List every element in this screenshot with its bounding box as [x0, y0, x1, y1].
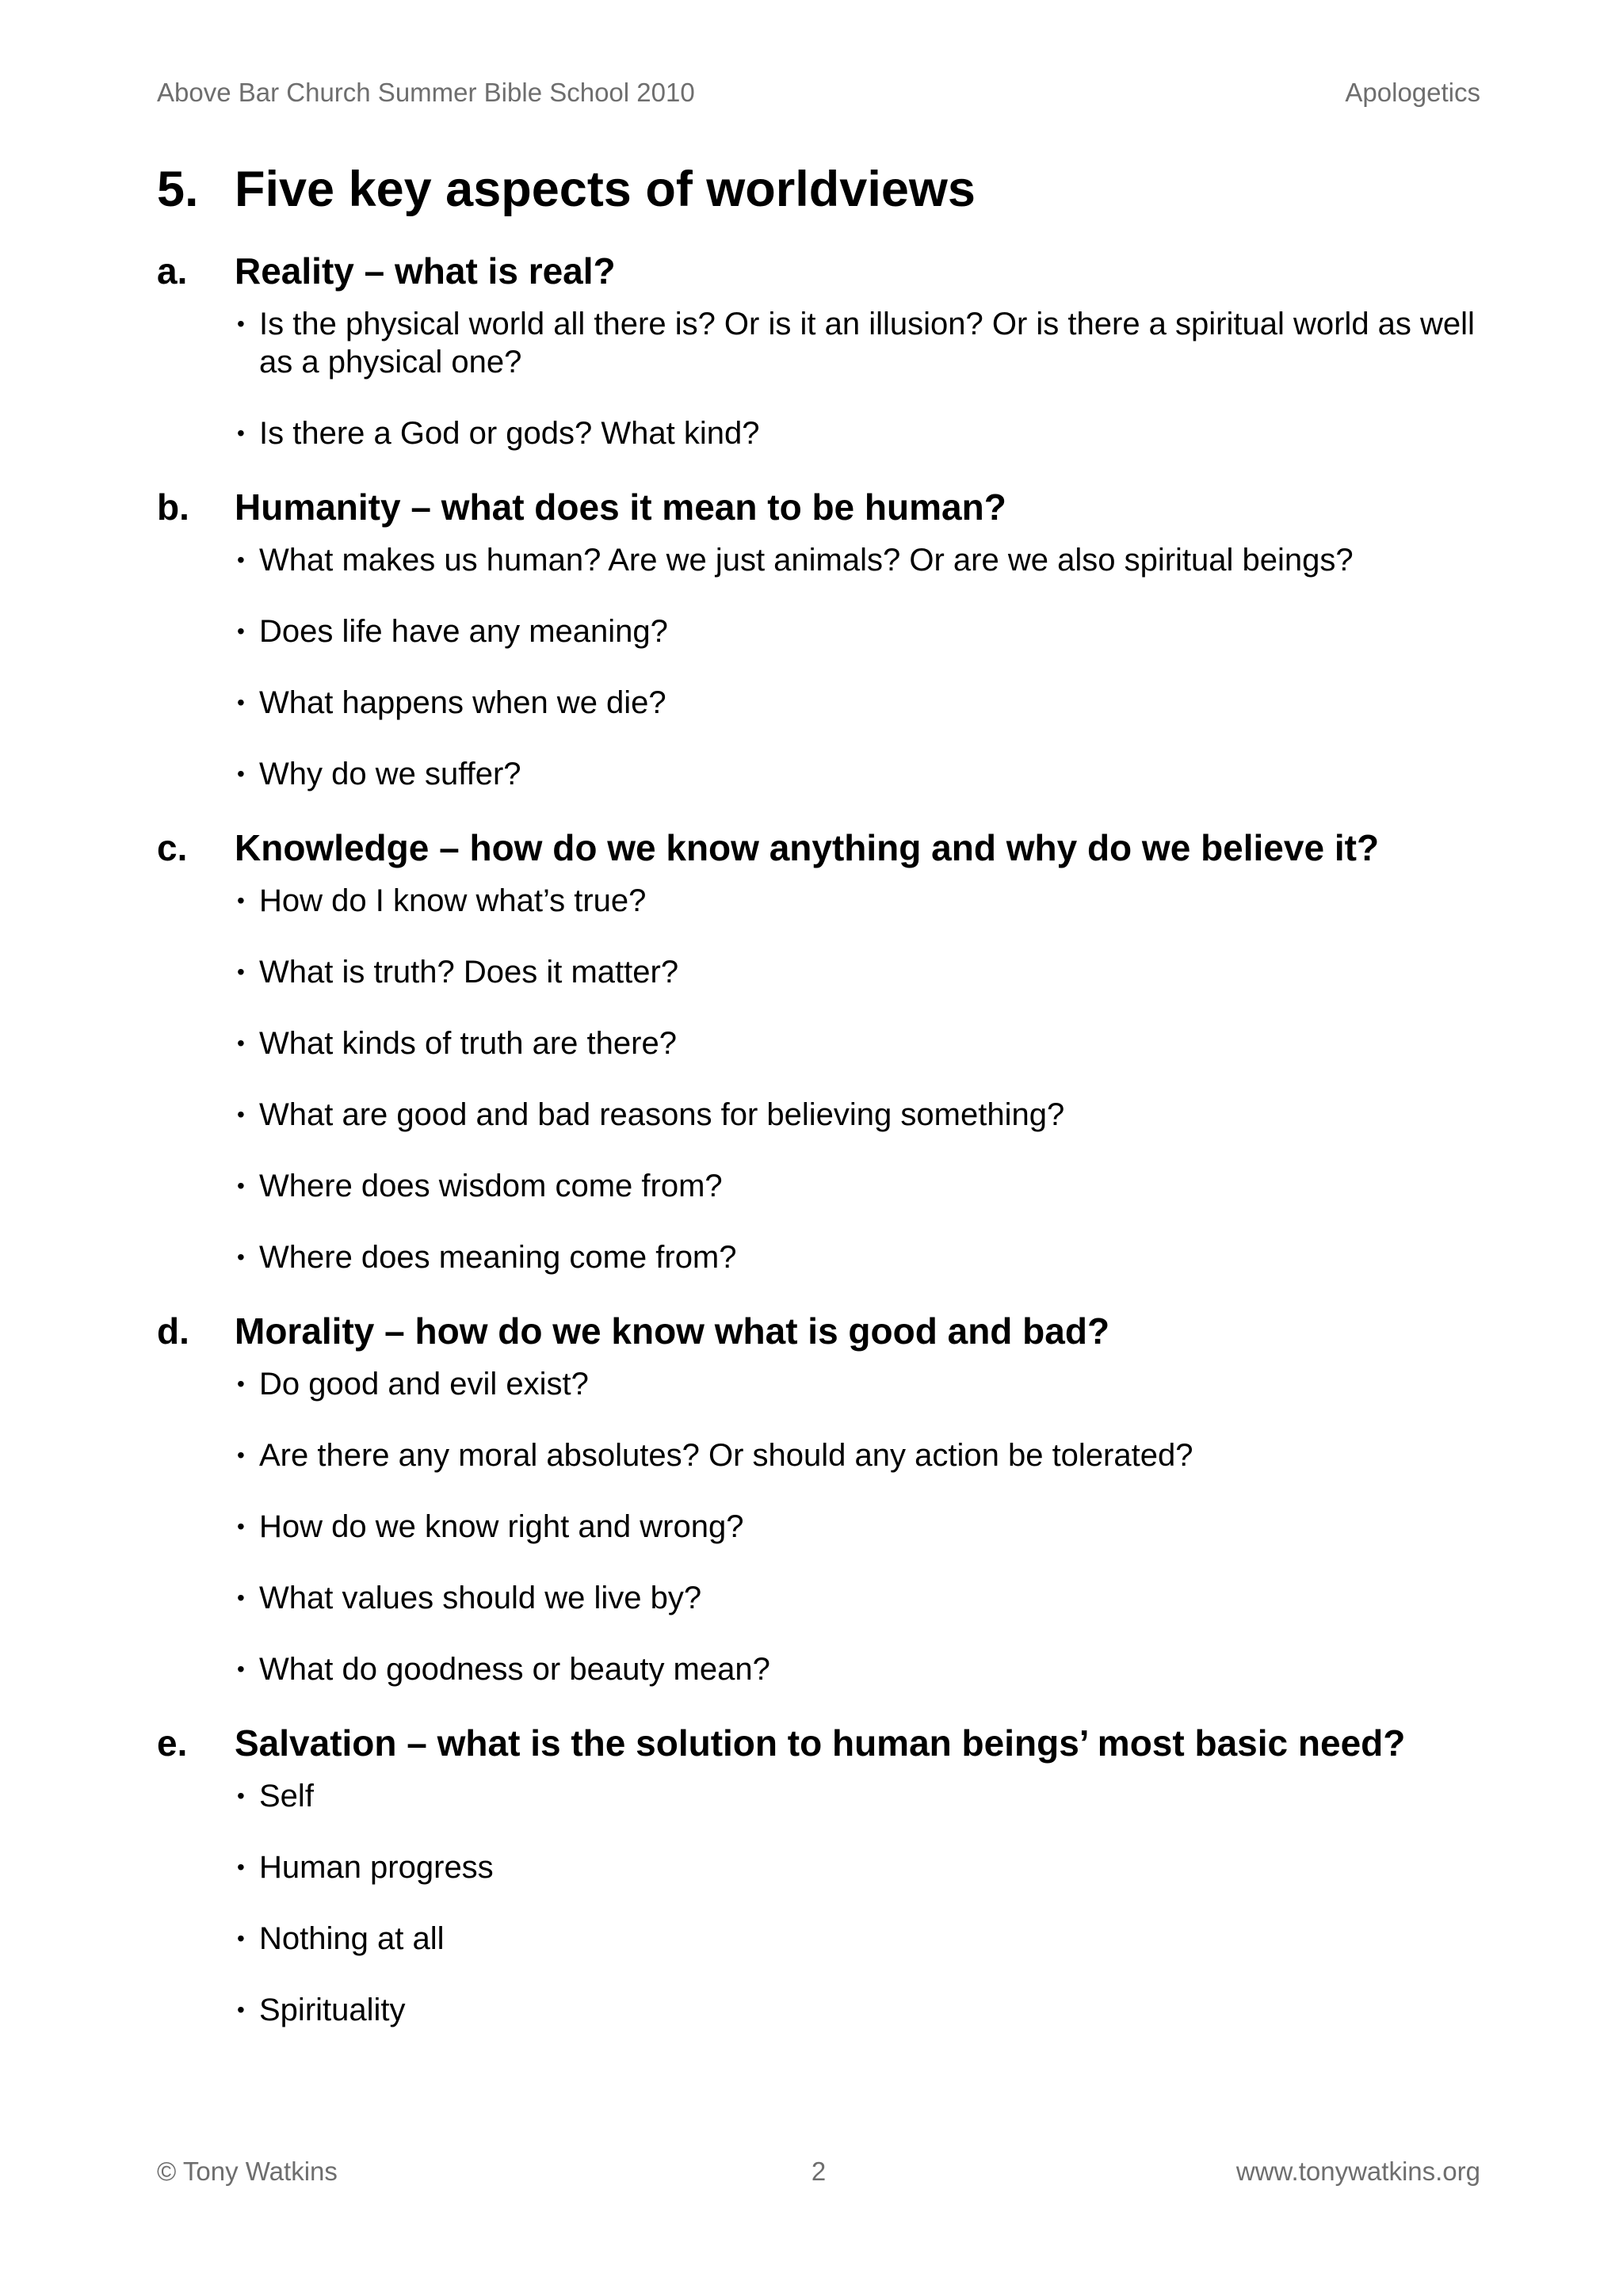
bullet-icon: •: [237, 1657, 245, 1681]
section-title: Knowledge – how do we know anything and why do we believe it?: [235, 827, 1380, 868]
bullet-list: [157, 1777, 1480, 2029]
list-item-text: Where does meaning come from?: [259, 1240, 737, 1275]
list-item-text: What is truth? Does it matter?: [259, 955, 679, 990]
bullet-icon: •: [237, 1585, 245, 1610]
footer-website: www.tonywatkins.org: [1235, 2157, 1480, 2186]
footer-copyright: © Tony Watkins: [157, 2157, 338, 2186]
bullet-icon: •: [237, 1514, 245, 1539]
bullet-list: [157, 1365, 1480, 1688]
list-item-text: Self: [259, 1779, 314, 1814]
header-document-title: Above Bar Church Summer Bible School 2010: [157, 78, 695, 107]
list-item: [235, 953, 1480, 991]
list-item-text: Why do we suffer?: [259, 757, 521, 791]
list-item-text: How do I know what’s true?: [259, 883, 647, 918]
list-item: [235, 541, 1480, 579]
list-item: [235, 1579, 1480, 1617]
list-item-text: Where does wisdom come from?: [259, 1169, 723, 1203]
list-item-text: What are good and bad reasons for believing something?: [259, 1097, 1065, 1132]
bullet-icon: •: [237, 1245, 245, 1269]
bullet-list: [157, 305, 1480, 452]
list-item-text: What makes us human? Are we just animals? Or are we also spiritual beings?: [259, 543, 1354, 578]
list-item: [235, 305, 1480, 381]
bullet-icon: •: [237, 1173, 245, 1198]
list-item-text: Is there a God or gods? What kind?: [259, 416, 760, 451]
section: [157, 1718, 1480, 2029]
section-letter: b.: [157, 486, 189, 528]
chapter-title: Five key aspects of worldviews: [235, 162, 976, 217]
section-title: Morality – how do we know what is good and bad?: [235, 1310, 1110, 1352]
list-item: [235, 882, 1480, 920]
list-item: [235, 414, 1480, 452]
bullet-icon: •: [237, 1997, 245, 2022]
chapter-heading: [157, 154, 1480, 224]
list-item: [235, 1991, 1480, 2029]
bullet-icon: •: [237, 1102, 245, 1127]
bullet-icon: •: [237, 547, 245, 572]
list-item-text: Is the physical world all there is? Or is it an illusion? Or is there a spiritual world as well as a physical one?: [259, 307, 1475, 379]
section: [157, 1306, 1480, 1688]
list-item-text: Are there any moral absolutes? Or should any action be tolerated?: [259, 1438, 1193, 1473]
section-heading: [157, 823, 1480, 872]
list-item: [235, 1650, 1480, 1688]
section-title: Reality – what is real?: [235, 250, 616, 292]
section-letter: e.: [157, 1722, 188, 1764]
list-item-text: What happens when we die?: [259, 685, 666, 720]
list-item: [235, 755, 1480, 793]
section-heading: [157, 246, 1480, 296]
bullet-list: [157, 541, 1480, 793]
list-item-text: Human progress: [259, 1850, 494, 1885]
bullet-icon: •: [237, 421, 245, 445]
bullet-list: [157, 882, 1480, 1276]
bullet-icon: •: [237, 1031, 245, 1055]
section: [157, 246, 1480, 452]
list-item: [235, 1848, 1480, 1886]
list-item-text: Spirituality: [259, 1993, 406, 2027]
bullet-icon: •: [237, 1443, 245, 1467]
list-item-text: What kinds of truth are there?: [259, 1026, 677, 1061]
bullet-icon: •: [237, 959, 245, 984]
page-content: [157, 154, 1480, 2059]
chapter-number: 5.: [157, 162, 199, 217]
list-item: [235, 1096, 1480, 1134]
bullet-icon: •: [237, 619, 245, 643]
list-item: [235, 1167, 1480, 1205]
list-item-text: What values should we live by?: [259, 1581, 702, 1615]
list-item-text: What do goodness or beauty mean?: [259, 1652, 770, 1687]
section-title: Humanity – what does it mean to be human?: [235, 486, 1006, 528]
list-item: [235, 1024, 1480, 1062]
page-number: 2: [811, 2157, 827, 2186]
list-item-text: Does life have any meaning?: [259, 614, 668, 649]
list-item-text: Nothing at all: [259, 1921, 445, 1956]
list-item: [235, 1238, 1480, 1276]
section-letter: d.: [157, 1310, 189, 1352]
section-letter: a.: [157, 250, 188, 292]
page-header: [157, 78, 1480, 113]
bullet-icon: •: [237, 761, 245, 786]
list-item: [235, 1920, 1480, 1958]
section: [157, 482, 1480, 793]
list-item: [235, 1436, 1480, 1474]
bullet-icon: •: [237, 1783, 245, 1808]
bullet-icon: •: [237, 311, 245, 336]
section: [157, 823, 1480, 1276]
list-item: [235, 684, 1480, 722]
bullet-icon: •: [237, 1855, 245, 1879]
sections-list: [157, 246, 1480, 2029]
section-letter: c.: [157, 827, 188, 868]
section-heading: [157, 1718, 1480, 1768]
list-item: [235, 1365, 1480, 1403]
section-title: Salvation – what is the solution to human beings’ most basic need?: [235, 1722, 1406, 1764]
header-subject: Apologetics: [1345, 78, 1480, 107]
bullet-icon: •: [237, 888, 245, 913]
list-item: [235, 612, 1480, 650]
bullet-icon: •: [237, 690, 245, 715]
section-heading: [157, 1306, 1480, 1356]
list-item: [235, 1508, 1480, 1546]
list-item-text: How do we know right and wrong?: [259, 1509, 744, 1544]
bullet-icon: •: [237, 1926, 245, 1951]
bullet-icon: •: [237, 1371, 245, 1396]
list-item-text: Do good and evil exist?: [259, 1367, 589, 1402]
page-footer: [157, 2157, 1480, 2191]
list-item: [235, 1777, 1480, 1815]
section-heading: [157, 482, 1480, 532]
